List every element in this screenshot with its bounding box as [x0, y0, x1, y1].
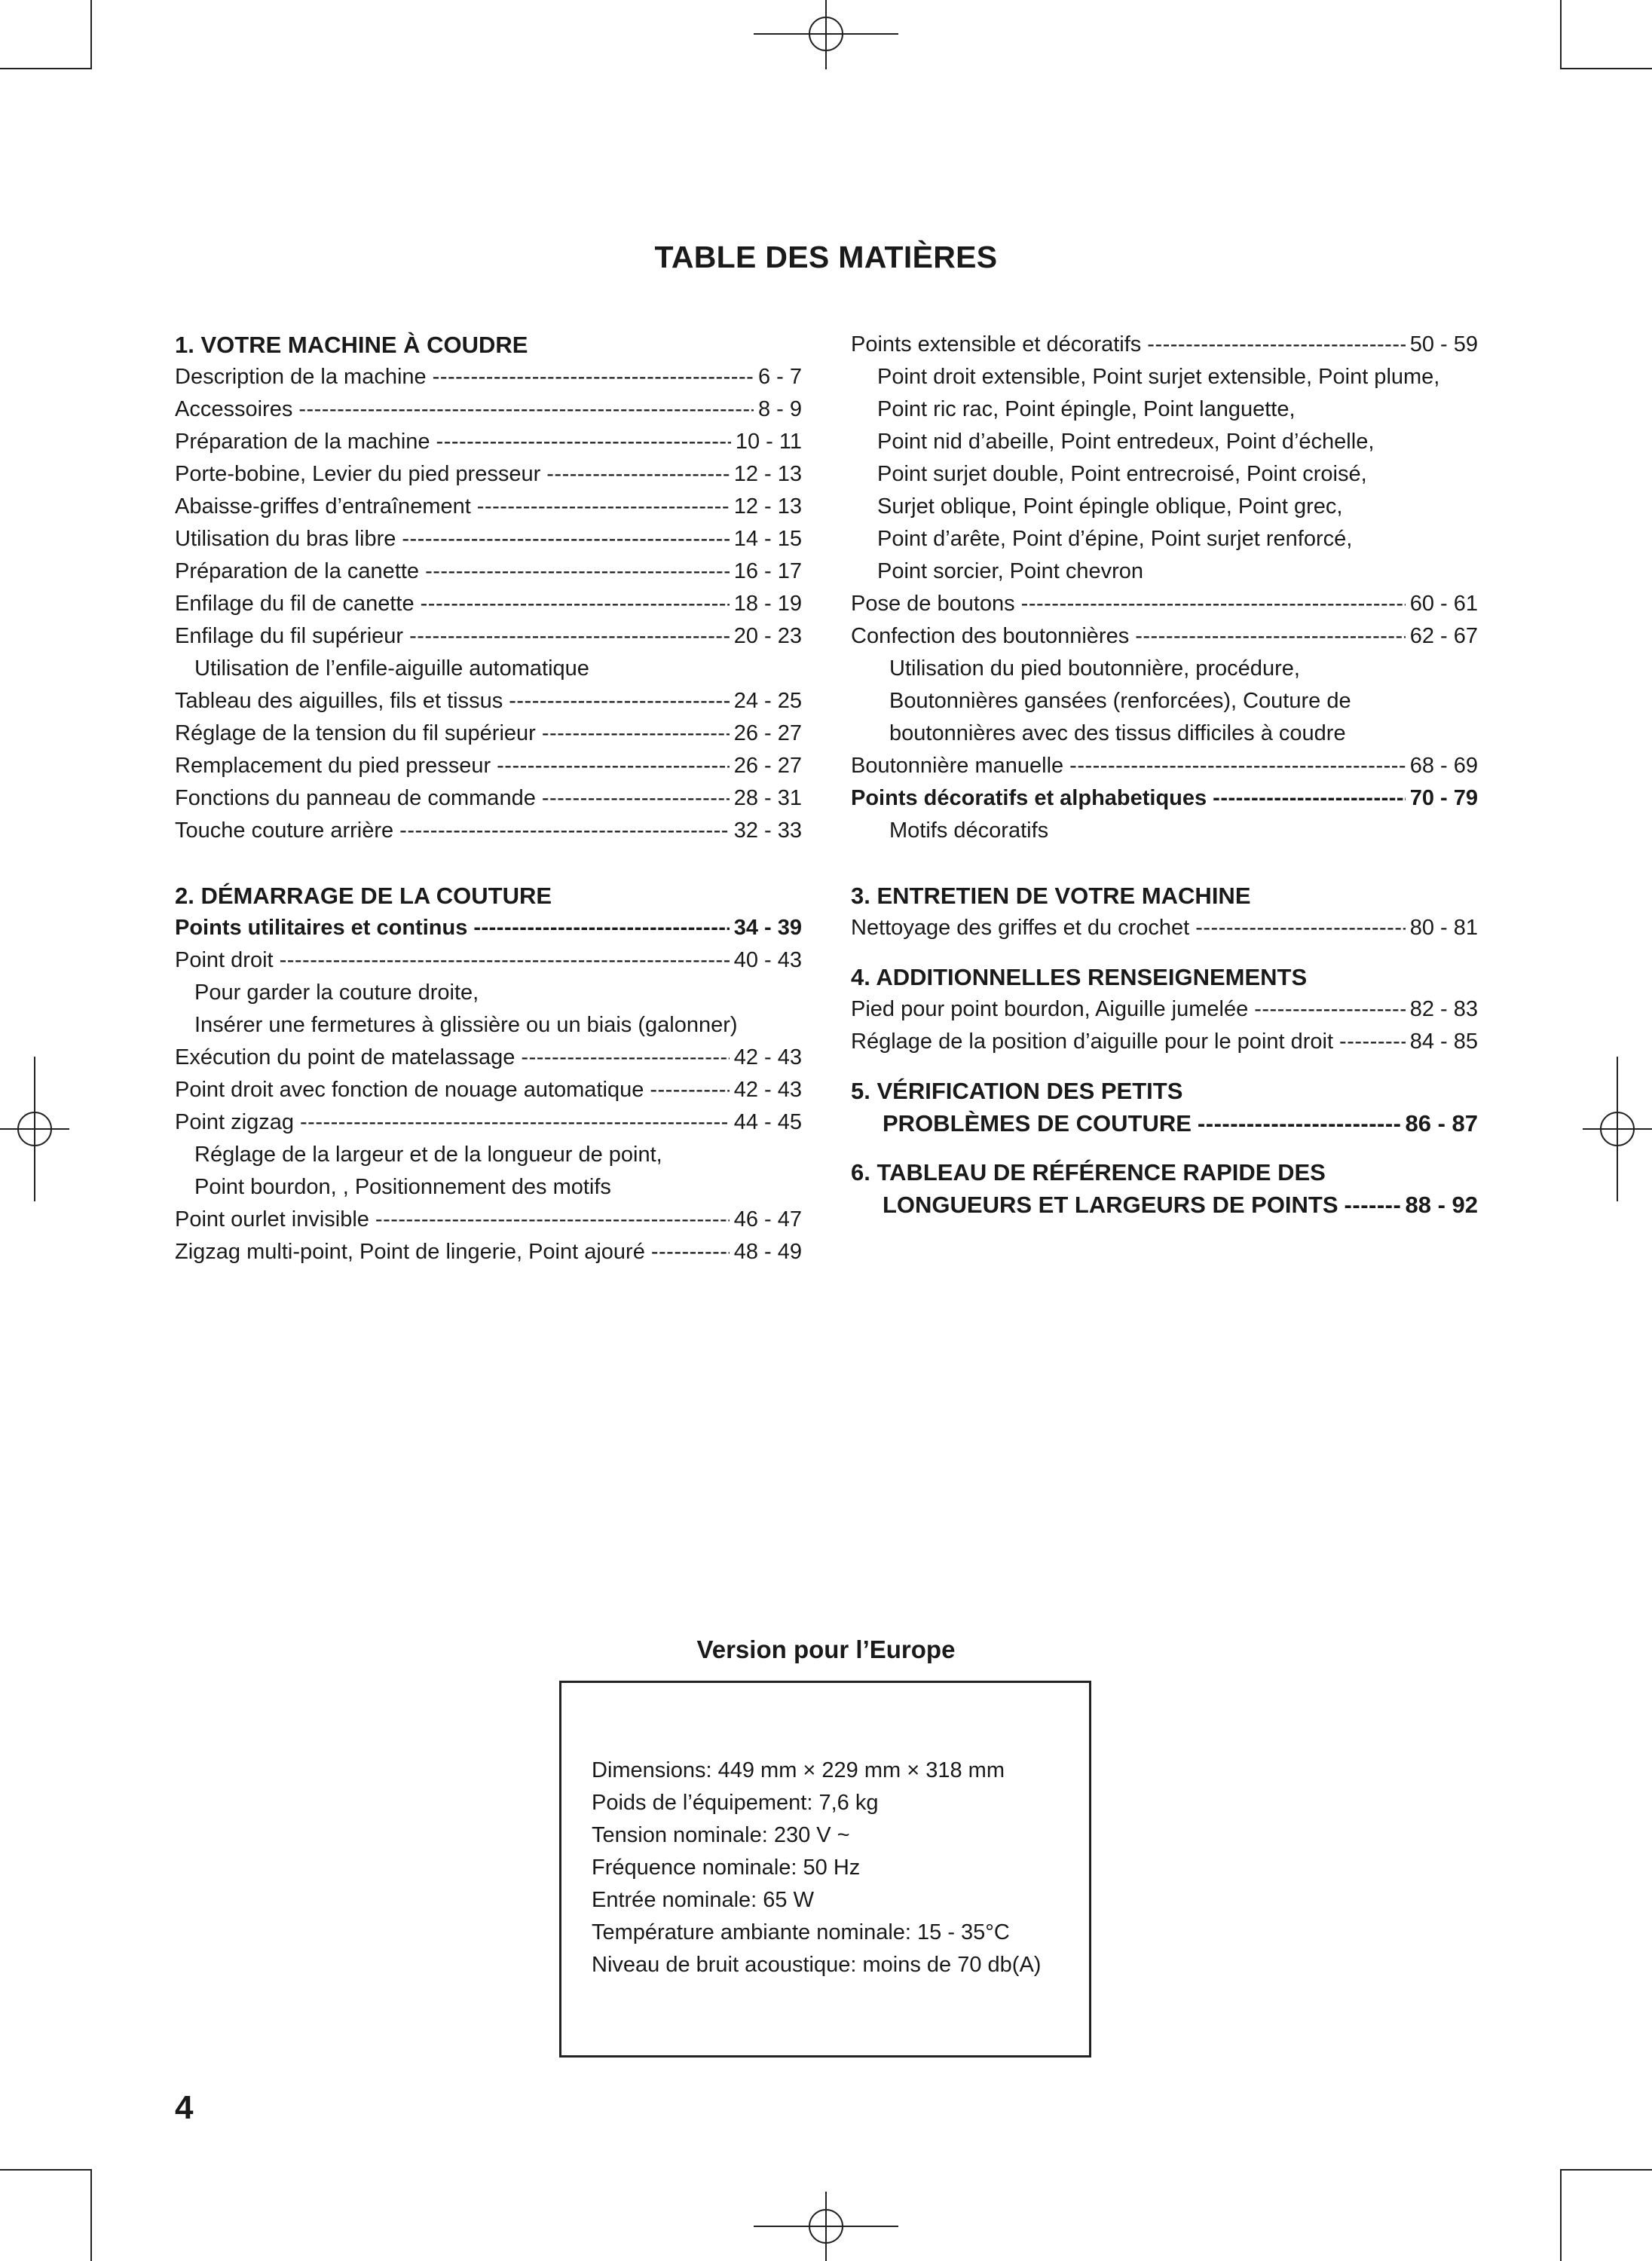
toc-entry-pages: 50 - 59: [1409, 332, 1478, 356]
toc-entry: [851, 750, 1478, 782]
toc-entry-pages: 40 - 43: [733, 948, 802, 972]
toc-entry: [175, 1204, 802, 1236]
toc-entry: [175, 685, 802, 717]
registration-mark-icon: [754, 0, 898, 69]
toc-entry: [175, 523, 802, 555]
dot-leader: [1069, 750, 1406, 782]
registration-mark-icon: [1583, 1057, 1652, 1201]
dot-leader: [521, 1042, 729, 1074]
toc-entry: [175, 717, 802, 750]
dot-leader: [1147, 329, 1405, 361]
toc-subentry: Utilisation de l’enfile-aiguille automatique: [194, 656, 589, 681]
section-heading: 5. VÉRIFICATION DES PETITS: [851, 1078, 1183, 1104]
toc-entry-pages: 24 - 25: [733, 689, 802, 713]
crop-mark: [1560, 0, 1562, 69]
toc-entry-label: Points utilitaires et continus: [175, 916, 468, 940]
toc-entry-label: Enfilage du fil de canette: [175, 592, 415, 616]
toc-subentry: Boutonnières gansées (renforcées), Couture de: [889, 689, 1351, 713]
toc-subentry: Point surjet double, Point entrecroisé, Point croisé,: [877, 462, 1367, 486]
spec-line: Température ambiante nominale: 15 - 35°C: [592, 1920, 1010, 1944]
section-heading: 3. ENTRETIEN DE VOTRE MACHINE: [851, 883, 1251, 909]
toc-entry-label: Tableau des aiguilles, fils et tissus: [175, 689, 503, 713]
dot-leader: [1195, 912, 1405, 944]
dot-leader: [1213, 782, 1406, 815]
dot-leader: [436, 426, 731, 458]
dot-leader: [421, 588, 730, 620]
toc-entry-label: Zigzag multi-point, Point de lingerie, Point ajouré: [175, 1240, 645, 1264]
crop-mark: [0, 2169, 92, 2171]
dot-leader: [1345, 1189, 1401, 1221]
toc-entry-label: Exécution du point de matelassage: [175, 1045, 515, 1069]
toc-entry-label: Point droit: [175, 948, 274, 972]
toc-entry-pages: 20 - 23: [733, 624, 802, 648]
spec-line: Niveau de bruit acoustique: moins de 70 db(A): [592, 1953, 1042, 1977]
toc-entry: [175, 620, 802, 653]
toc-entry: [175, 1106, 802, 1139]
toc-subentry: Utilisation du pied boutonnière, procédure,: [889, 656, 1300, 681]
dot-leader: [542, 782, 730, 815]
toc-entry-label: LONGUEURS ET LARGEURS DE POINTS: [883, 1192, 1338, 1218]
toc-entry-label: Nettoyage des griffes et du crochet: [851, 916, 1190, 940]
toc-subentry: Point ric rac, Point épingle, Point languette,: [877, 397, 1296, 421]
toc-right-column: [851, 329, 1478, 1221]
dot-leader: [433, 361, 754, 393]
toc-entry: [175, 1042, 802, 1074]
toc-subentry: Insérer une fermetures à glissière ou un biais (galonner): [194, 1013, 738, 1037]
toc-subentry: Point d’arête, Point d’épine, Point surjet renforcé,: [877, 527, 1353, 551]
toc-entry: [851, 588, 1478, 620]
toc-entry-label: Porte-bobine, Levier du pied presseur: [175, 462, 541, 486]
toc-entry-label: Accessoires: [175, 397, 293, 421]
toc-entry-label: Touche couture arrière: [175, 818, 394, 843]
dot-leader: [399, 815, 730, 847]
toc-entry-label: Point ourlet invisible: [175, 1207, 369, 1231]
section-heading: 2. DÉMARRAGE DE LA COUTURE: [175, 883, 552, 909]
toc-entry: [851, 912, 1478, 944]
dot-leader: [1198, 1107, 1401, 1140]
toc-entry-label: Boutonnière manuelle: [851, 754, 1064, 778]
crop-mark: [90, 2169, 92, 2261]
dot-leader: [1135, 620, 1406, 653]
toc-entry: [175, 1236, 802, 1268]
toc-entry-label: Enfilage du fil supérieur: [175, 624, 404, 648]
dot-leader: [477, 491, 730, 523]
dot-leader: [300, 1106, 730, 1139]
dot-leader: [1254, 993, 1406, 1026]
toc-entry-pages: 12 - 13: [733, 462, 802, 486]
toc-subentry: Point droit extensible, Point surjet extensible, Point plume,: [877, 365, 1440, 389]
toc-entry-pages: 26 - 27: [733, 754, 802, 778]
section-heading: 4. ADDITIONNELLES RENSEIGNEMENTS: [851, 964, 1308, 990]
toc-entry-pages: 44 - 45: [733, 1110, 802, 1134]
toc-entry-pages: 84 - 85: [1409, 1030, 1478, 1054]
toc-entry-label: Réglage de la tension du fil supérieur: [175, 721, 536, 745]
spec-line: Tension nominale: 230 V ~: [592, 1823, 850, 1847]
toc-entry: [175, 912, 802, 944]
registration-mark-icon: [754, 2192, 898, 2261]
section-heading: 1. VOTRE MACHINE À COUDRE: [175, 332, 528, 358]
toc-entry: [851, 993, 1478, 1026]
dot-leader: [298, 393, 754, 426]
dot-leader: [509, 685, 729, 717]
spec-list: [592, 1755, 1041, 1981]
toc-entry-label: Pied pour point bourdon, Aiguille jumelée: [851, 997, 1249, 1021]
toc-entry-label: Remplacement du pied presseur: [175, 754, 491, 778]
dot-leader: [402, 523, 729, 555]
toc-entry: [175, 555, 802, 588]
version-title: Version pour l’Europe: [696, 1635, 956, 1663]
dot-leader: [497, 750, 730, 782]
toc-subentry: Point bourdon, , Positionnement des motifs: [194, 1175, 611, 1199]
spec-line: Entrée nominale: 65 W: [592, 1888, 814, 1912]
crop-mark: [1560, 2169, 1652, 2171]
toc-entry-pages: 14 - 15: [733, 527, 802, 551]
crop-mark: [0, 68, 92, 69]
toc-entry-label: Pose de boutons: [851, 592, 1015, 616]
registration-mark-icon: [0, 1057, 69, 1201]
toc-entry-pages: 62 - 67: [1409, 624, 1478, 648]
toc-entry: [851, 1189, 1478, 1221]
toc-subentry: Pour garder la couture droite,: [194, 981, 479, 1005]
toc-subentry: Motifs décoratifs: [889, 818, 1049, 843]
toc-entry: [851, 1026, 1478, 1058]
crop-mark: [1560, 68, 1652, 69]
toc-entry-pages: 18 - 19: [733, 592, 802, 616]
page-number: 4: [175, 2089, 194, 2126]
spec-line: Poids de l’équipement: 7,6 kg: [592, 1791, 879, 1815]
dot-leader: [473, 912, 729, 944]
section-heading: 6. TABLEAU DE RÉFÉRENCE RAPIDE DES: [851, 1159, 1326, 1186]
section-spacer: [175, 847, 802, 880]
toc-entry-label: PROBLÈMES DE COUTURE: [883, 1110, 1192, 1137]
toc-entry-pages: 16 - 17: [733, 559, 802, 583]
toc-entry: [851, 782, 1478, 815]
spec-line: Fréquence nominale: 50 Hz: [592, 1856, 861, 1880]
toc-entry-pages: 60 - 61: [1409, 592, 1478, 616]
section-spacer: [851, 944, 1478, 961]
crop-mark: [90, 0, 92, 69]
page-title: TABLE DES MATIÈRES: [654, 240, 998, 274]
toc-entry-pages: 48 - 49: [733, 1240, 802, 1264]
toc-entry-pages: 70 - 79: [1409, 786, 1478, 810]
dot-leader: [650, 1074, 729, 1106]
toc-entry: [175, 1074, 802, 1106]
toc-entry-label: Réglage de la position d’aiguille pour le point droit: [851, 1030, 1334, 1054]
toc-entry-label: Préparation de la canette: [175, 559, 420, 583]
toc-entry: [175, 750, 802, 782]
toc-entry-label: Points décoratifs et alphabetiques: [851, 786, 1207, 810]
toc-entry-pages: 8 - 9: [757, 397, 802, 421]
toc-entry-label: Fonctions du panneau de commande: [175, 786, 536, 810]
toc-entry-pages: 46 - 47: [733, 1207, 802, 1231]
toc-entry: [175, 782, 802, 815]
toc-entry: [175, 588, 802, 620]
toc-entry: [175, 426, 802, 458]
toc-subentry: Point sorcier, Point chevron: [877, 559, 1144, 583]
toc-left-column: [175, 329, 802, 1268]
toc-entry: [851, 329, 1478, 361]
toc-entry: [175, 944, 802, 977]
dot-leader: [546, 458, 729, 491]
toc-entry-pages: 34 - 39: [733, 916, 802, 940]
toc-entry-label: Confection des boutonnières: [851, 624, 1130, 648]
toc-entry-label: Utilisation du bras libre: [175, 527, 396, 551]
toc-entry: [175, 815, 802, 847]
toc-entry: [175, 491, 802, 523]
toc-entry: [851, 1107, 1478, 1140]
toc-entry-label: Point zigzag: [175, 1110, 294, 1134]
toc-subentry: Surjet oblique, Point épingle oblique, Point grec,: [877, 494, 1343, 519]
toc-subentry: Point nid d’abeille, Point entredeux, Point d’échelle,: [877, 430, 1375, 454]
toc-entry-pages: 26 - 27: [733, 721, 802, 745]
toc-entry: [851, 620, 1478, 653]
toc-entry-pages: 42 - 43: [733, 1045, 802, 1069]
toc-subentry: Réglage de la largeur et de la longueur de point,: [194, 1143, 662, 1167]
toc-entry-label: Préparation de la machine: [175, 430, 430, 454]
toc-entry-pages: 12 - 13: [733, 494, 802, 519]
toc-entry: [175, 458, 802, 491]
dot-leader: [425, 555, 730, 588]
section-spacer: [851, 847, 1478, 880]
crop-mark: [1560, 2169, 1562, 2261]
dot-leader: [542, 717, 730, 750]
dot-leader: [280, 944, 730, 977]
toc-entry-pages: 28 - 31: [733, 786, 802, 810]
dot-leader: [375, 1204, 730, 1236]
toc-entry-label: Description de la machine: [175, 365, 427, 389]
spec-box: [559, 1681, 1091, 2058]
dot-leader: [651, 1236, 730, 1268]
toc-entry-label: Point droit avec fonction de nouage automatique: [175, 1078, 644, 1102]
toc-entry-pages: 80 - 81: [1409, 916, 1478, 940]
dot-leader: [1339, 1026, 1406, 1058]
dot-leader: [1021, 588, 1406, 620]
toc-entry-pages: 86 - 87: [1405, 1110, 1478, 1137]
section-spacer: [851, 1058, 1478, 1075]
toc-entry-label: Points extensible et décoratifs: [851, 332, 1142, 356]
section-spacer: [851, 1140, 1478, 1156]
toc-entry-pages: 88 - 92: [1405, 1192, 1478, 1218]
toc-entry-pages: 6 - 7: [757, 365, 802, 389]
toc-subentry: boutonnières avec des tissus difficiles à coudre: [889, 721, 1346, 745]
toc-entry: [175, 393, 802, 426]
toc-entry-pages: 42 - 43: [733, 1078, 802, 1102]
toc-entry-pages: 32 - 33: [733, 818, 802, 843]
toc-entry-pages: 82 - 83: [1409, 997, 1478, 1021]
toc-entry-label: Abaisse-griffes d’entraînement: [175, 494, 471, 519]
toc-entry: [175, 361, 802, 393]
toc-entry-pages: 10 - 11: [735, 430, 802, 454]
spec-line: Dimensions: 449 mm × 229 mm × 318 mm: [592, 1758, 1005, 1782]
dot-leader: [409, 620, 730, 653]
toc-entry-pages: 68 - 69: [1409, 754, 1478, 778]
